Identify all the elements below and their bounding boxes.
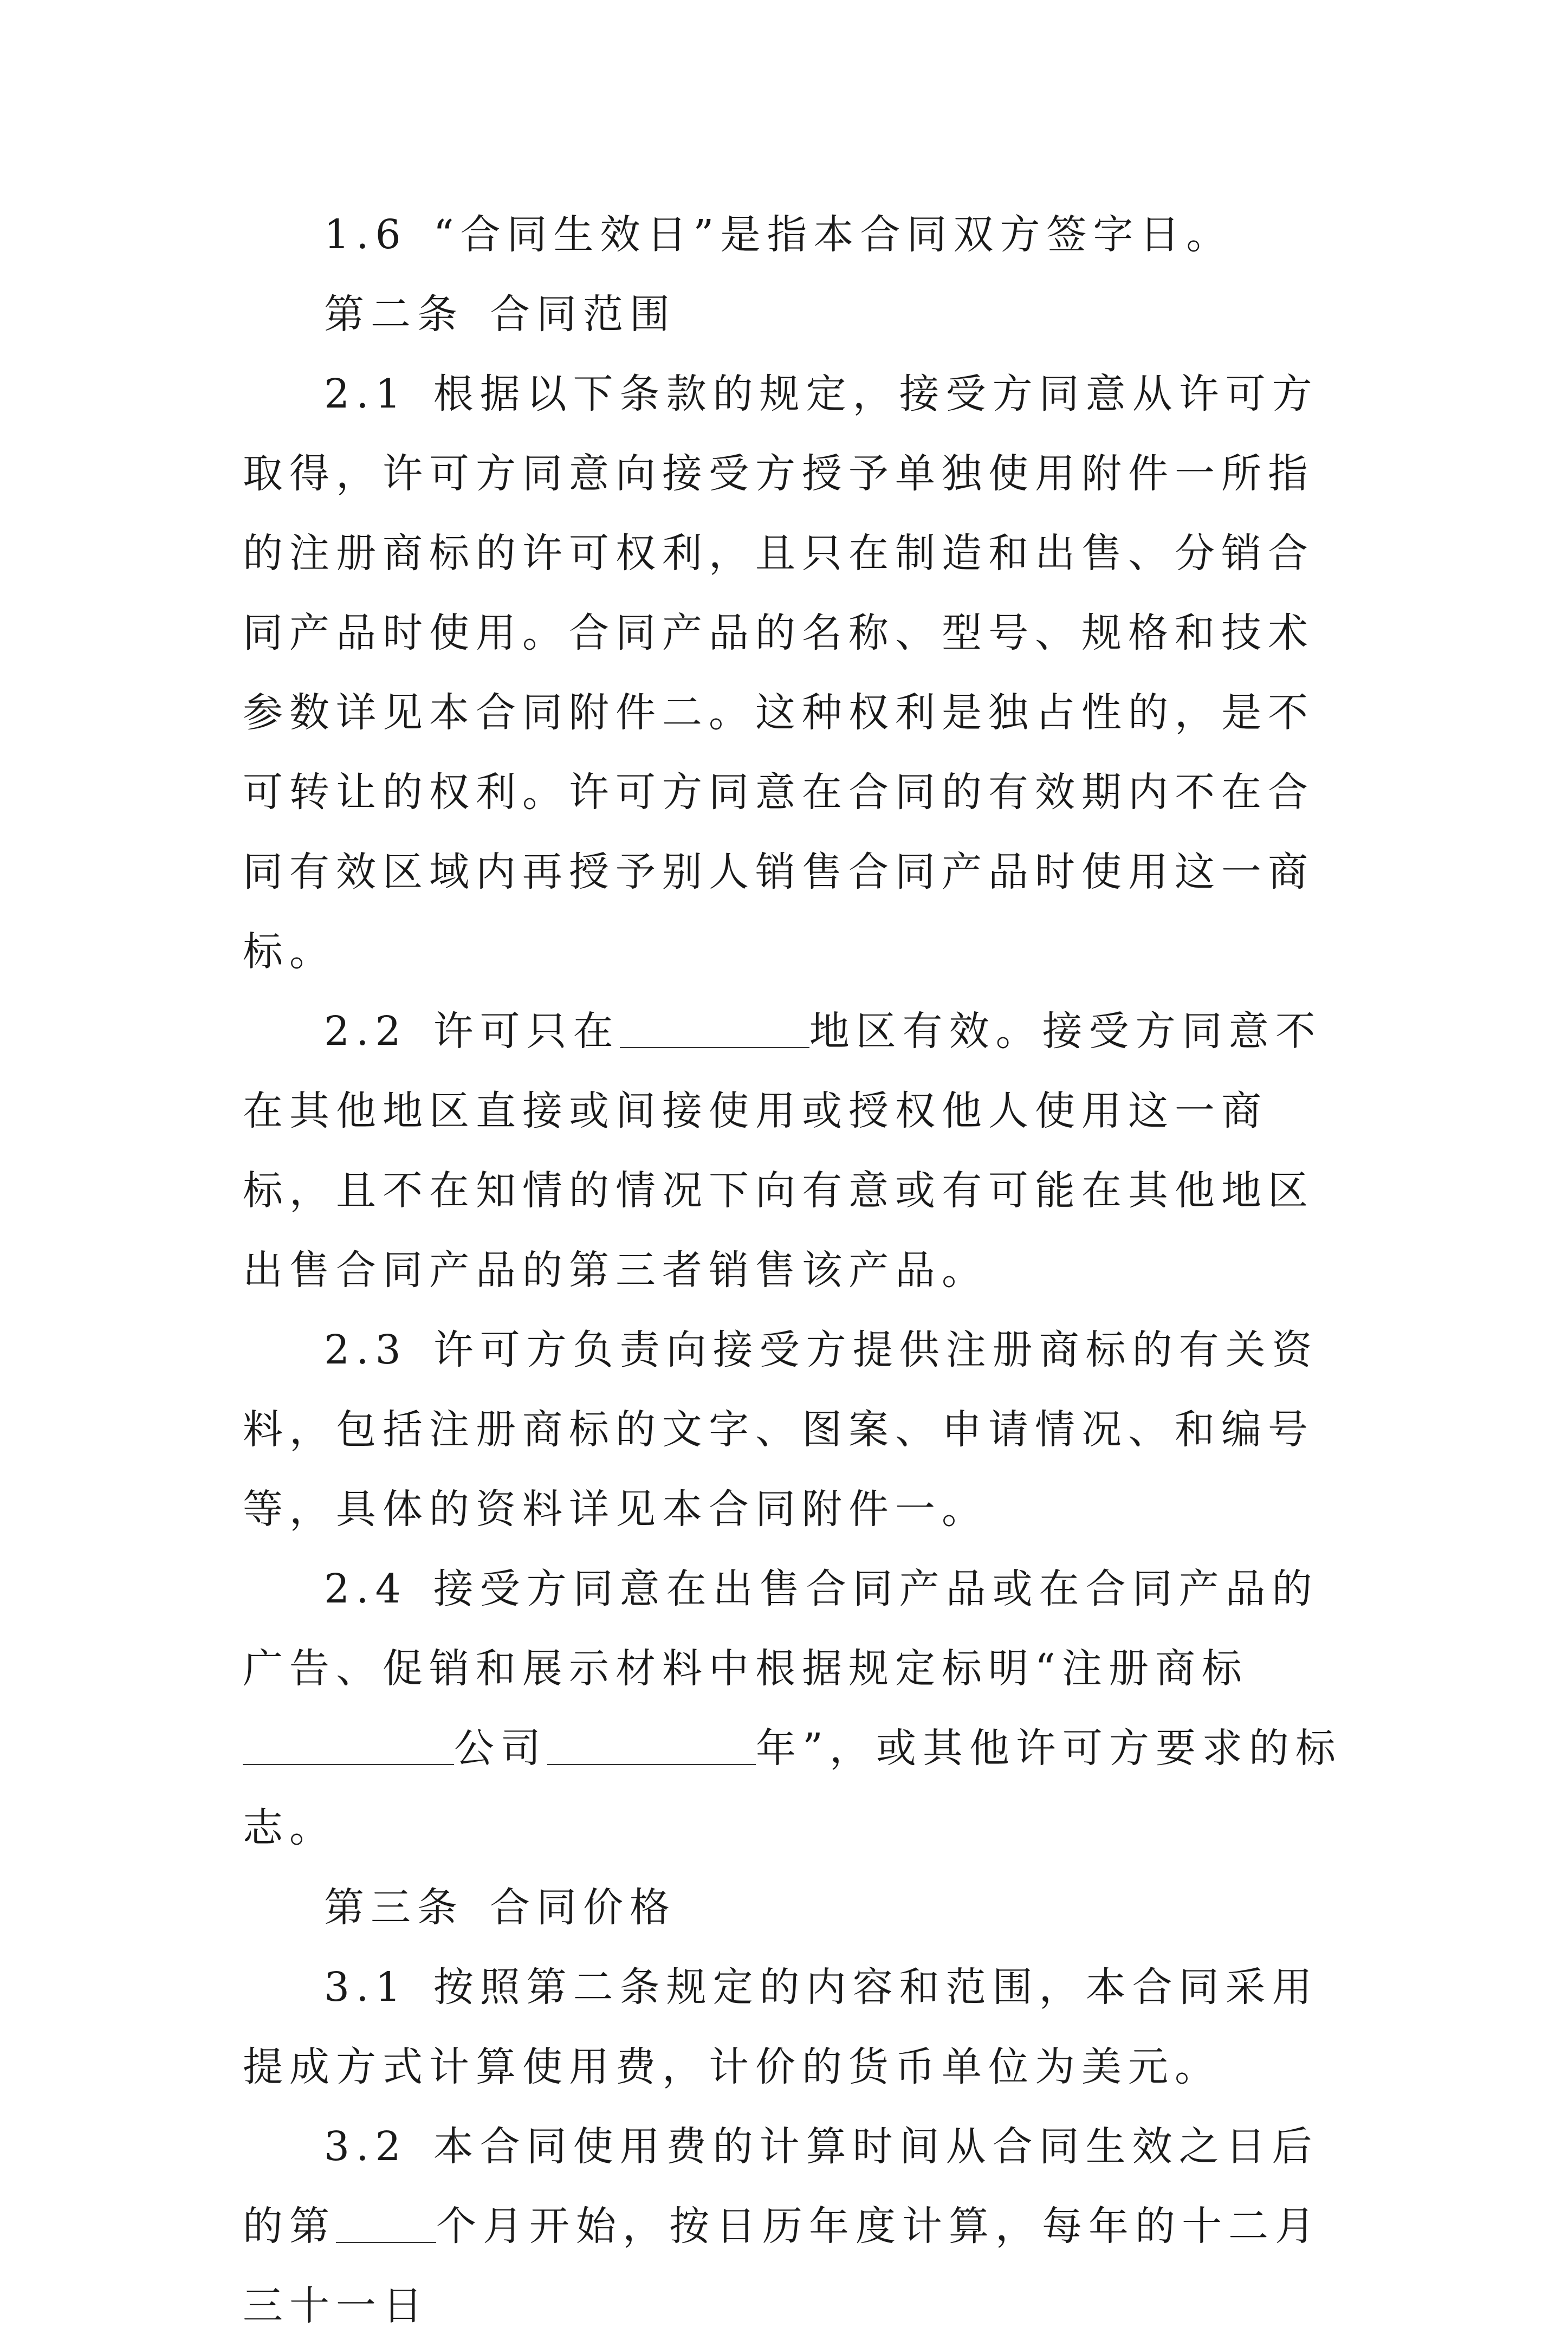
article-3-heading — [243, 1868, 1348, 1948]
clause-text: 年”，或其他许可方要求的标志。 — [243, 1725, 1342, 1851]
clause-3-2 — [243, 2107, 1348, 2346]
clause-text: 个月开始，按日历年度计算，每年的十二月三十一日 — [243, 2203, 1321, 2329]
month-blank-field[interactable] — [336, 2199, 436, 2243]
clause-2-1 — [243, 354, 1348, 992]
clause-number: 1.6 — [324, 211, 407, 258]
article-number: 第二条 — [324, 291, 464, 338]
clause-text: 公司 — [454, 1725, 547, 1772]
clause-text: “合同生效日”是指本合同双方签字日。 — [433, 211, 1233, 258]
clause-text: 本合同使用费的计算时间从合同生效之日后的第 — [243, 2123, 1319, 2250]
clause-2-3 — [243, 1310, 1348, 1549]
trademark-blank-field[interactable] — [243, 1721, 454, 1765]
clause-number: 2.3 — [324, 1327, 407, 1373]
clause-2-2 — [243, 992, 1348, 1310]
clause-text: 按照第二条规定的内容和范围，本合同采用提成方式计算使用费，计价的货币单位为美元。 — [243, 1964, 1319, 2090]
clause-3-1 — [243, 1948, 1348, 2107]
article-2-heading — [243, 275, 1348, 354]
clause-number: 2.1 — [324, 371, 407, 417]
clause-text: 许可只在 — [433, 1008, 620, 1055]
contract-text-body — [243, 195, 1348, 2346]
clause-number: 3.1 — [324, 1964, 407, 2011]
year-blank-field[interactable] — [547, 1721, 756, 1765]
region-blank-field[interactable] — [620, 1004, 809, 1048]
clause-2-4 — [243, 1549, 1348, 1868]
clause-1-6 — [243, 195, 1348, 275]
clause-text: 许可方负责向接受方提供注册商标的有关资料，包括注册商标的文字、图案、申请情况、和编号等，具体的资料详见本合同附件一。 — [243, 1327, 1319, 1533]
article-number: 第三条 — [324, 1884, 464, 1931]
clause-number: 2.2 — [324, 1008, 407, 1055]
clause-text: 根据以下条款的规定，接受方同意从许可方取得，许可方同意向接受方授予单独使用附件一所指的注册商标的许可权利，且只在制造和出售、分销合同产品时使用。合同产品的名称、型号、规格和技术参数详见本合同附件二。这种权利是独占性的，是不可转让的权利。许可方同意在合同的有效期内不在合同有效区域内再授予别人销售合同产品时使用这一商标。 — [243, 371, 1319, 975]
clause-text: 接受方同意在出售合同产品或在合同产品的广告、促销和展示材料中根据规定标明“注册商标 — [243, 1566, 1319, 1692]
article-title: 合同范围 — [490, 291, 676, 338]
clause-number: 3.2 — [324, 2123, 407, 2170]
clause-text: 地区有效。接受方同意不在其他地区直接或间接使用或授权他人使用这一商标，且不在知情的情况下向有意或有可能在其他地区出售合同产品的第三者销售该产品。 — [243, 1008, 1322, 1294]
clause-number: 2.4 — [324, 1566, 407, 1612]
article-title: 合同价格 — [490, 1884, 676, 1931]
